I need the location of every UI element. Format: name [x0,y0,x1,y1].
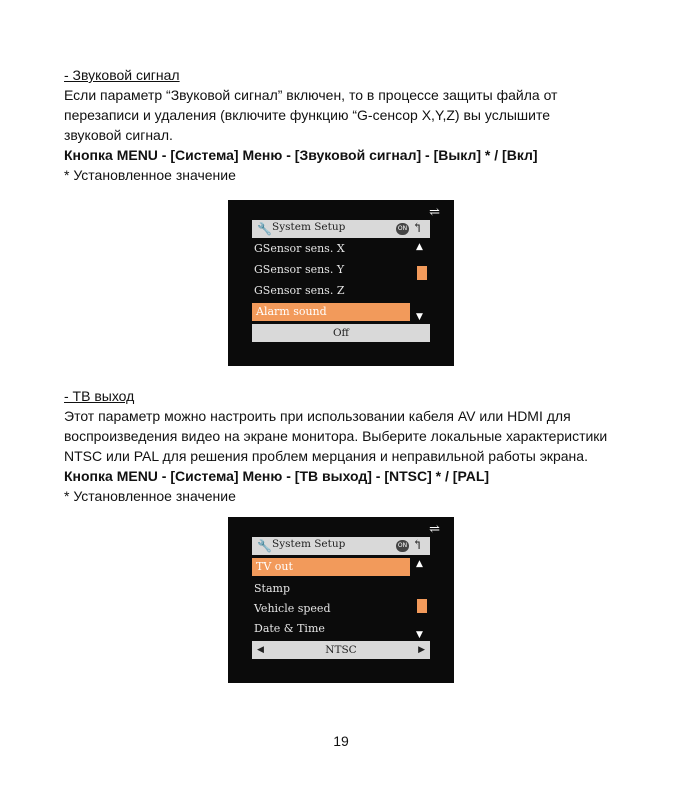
plug-icon: ⇌ [429,205,440,220]
section-body-line: Если параметр “Звуковой сигнал” включен, то в процессе защиты файла от [64,87,558,103]
back-icon[interactable]: ↰ [412,221,423,236]
arrow-down-icon[interactable]: ▼ [416,312,423,322]
menu-item[interactable]: Vehicle speed [254,602,331,615]
selected-menu-item[interactable] [252,558,410,576]
section-body-line: Этот параметр можно настроить при использовании кабеля AV или HDMI для [64,408,571,424]
wrench-icon: 🔧 [257,222,272,236]
title-bar [252,537,430,555]
default-value-note: * Установленное значение [64,488,236,504]
menu-item[interactable]: Date & Time [254,622,325,635]
back-icon[interactable]: ↰ [412,538,423,553]
selected-label: Alarm sound [256,305,327,318]
device-screen-tv-out [228,517,454,683]
arrow-right-icon[interactable]: ▶ [418,645,425,655]
wrench-icon: 🔧 [257,539,272,553]
menu-path: Кнопка MENU - [Система] Меню - [Звуковой сигнал] - [Выкл] * / [Вкл] [64,147,538,163]
device-screen-alarm [228,200,454,366]
section-heading-alarm: - Звуковой сигнал [64,67,180,83]
section-body-line: воспроизведения видео на экране монитора. Выберите локальные характеристики [64,428,608,444]
menu-item[interactable]: GSensor sens. X [254,242,345,255]
value-field[interactable] [252,324,430,342]
value-field[interactable] [252,641,430,659]
arrow-down-icon[interactable]: ▼ [416,630,423,640]
section-body-line: перезаписи и удаления (включите функцию “G-сенсор X,Y,Z) вы услышите [64,107,551,123]
menu-item[interactable]: Stamp [254,582,290,595]
arrow-up-icon[interactable]: ▲ [416,559,423,569]
on-icon: ON [396,540,409,552]
plug-icon: ⇌ [429,522,440,537]
section-body-line: NTSC или PAL для решения проблем мерцания и неправильной работы экрана. [64,448,588,464]
menu-item[interactable]: GSensor sens. Z [254,284,345,297]
value-text: NTSC [325,644,357,656]
arrow-up-icon[interactable]: ▲ [416,242,423,252]
page-number: 19 [333,733,349,749]
value-text: Off [332,327,350,339]
menu-title: System Setup [272,221,346,233]
section-body-line: звуковой сигнал. [64,127,173,143]
on-icon: ON [396,223,409,235]
default-value-note: * Установленное значение [64,167,236,183]
scroll-thumb[interactable] [417,266,427,280]
menu-title: System Setup [272,538,346,550]
menu-item[interactable]: GSensor sens. Y [254,263,345,276]
title-bar [252,220,430,238]
menu-path: Кнопка MENU - [Система] Меню - [ТВ выход] - [NTSC] * / [PAL] [64,468,490,484]
selected-menu-item[interactable] [252,303,410,321]
arrow-left-icon[interactable]: ◀ [257,645,264,655]
scroll-thumb[interactable] [417,599,427,613]
section-heading-tv-out: - ТВ выход [64,388,135,404]
selected-label: TV out [256,560,293,573]
